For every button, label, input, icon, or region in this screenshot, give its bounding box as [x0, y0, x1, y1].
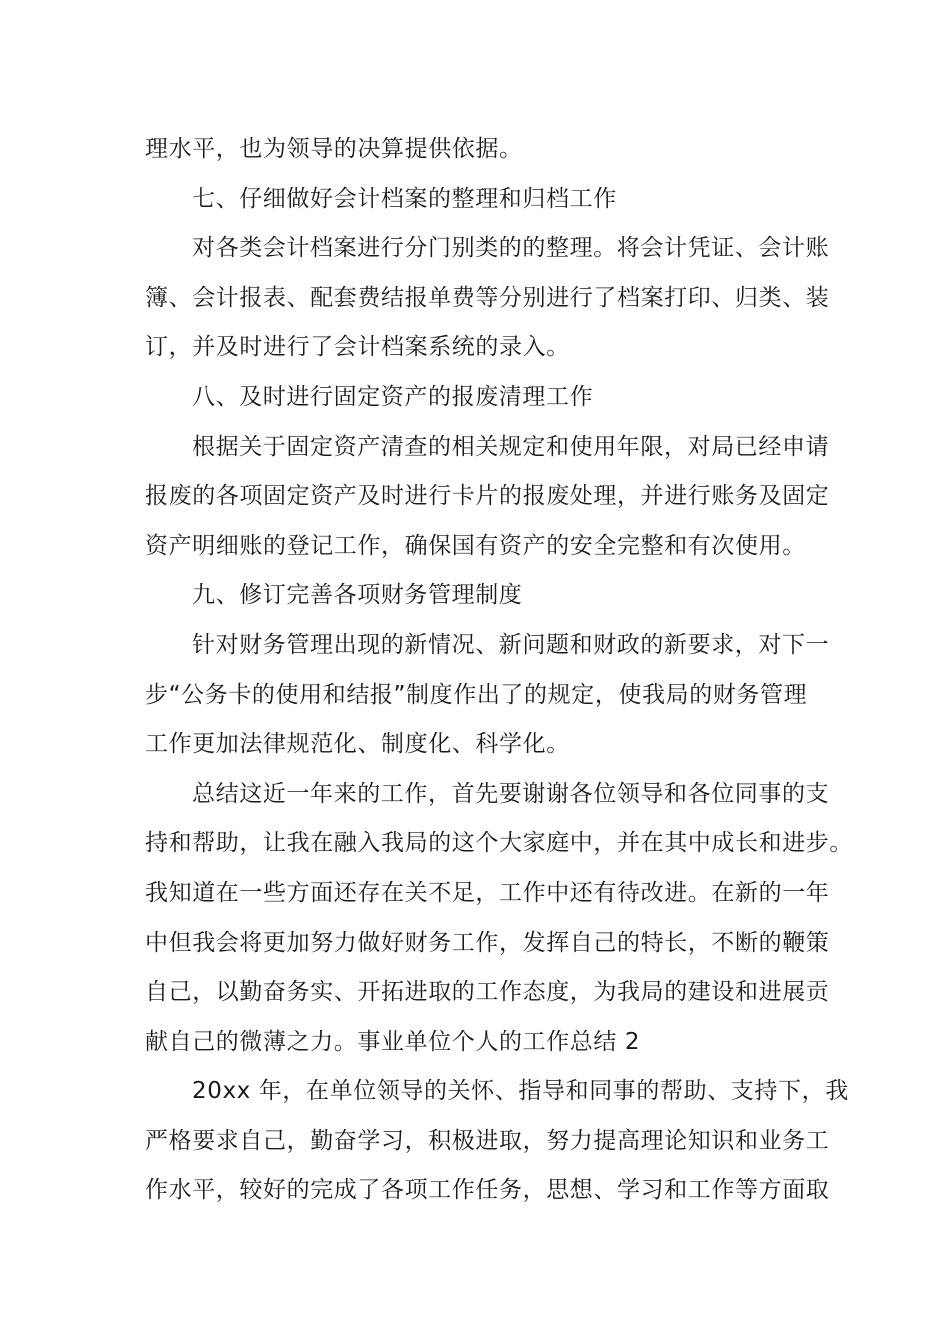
text-line: 献自己的微薄之力。事业单位个人的工作总结 2 — [145, 1028, 641, 1055]
text-line: 工作更加法律规范化、制度化、科学化。 — [145, 731, 570, 758]
text-line: 中但我会将更加努力做好财务工作，发挥自己的特长，不断的鞭策 — [145, 929, 830, 956]
text-line: 根据关于固定资产清查的相关规定和使用年限，对局已经申请 — [192, 433, 830, 460]
section-heading: 七、仔细做好会计档案的整理和归档工作 — [192, 185, 617, 212]
text-line: 持和帮助，让我在融入我局的这个大家庭中，并在其中成长和进步。 — [145, 830, 853, 857]
text-line: 严格要求自己，勤奋学习，积极进取，努力提高理论知识和业务工 — [145, 1127, 830, 1154]
text-line: 总结这近一年来的工作，首先要谢谢各位领导和各位同事的支 — [192, 780, 830, 807]
text-line: 我知道在一些方面还存在关不足，工作中还有待改进。在新的一年 — [145, 879, 830, 906]
section-heading: 九、修订完善各项财务管理制度 — [192, 582, 523, 609]
text-line: 20xx 年，在单位领导的关怀、指导和同事的帮助、支持下，我 — [192, 1078, 849, 1105]
text-line: 针对财务管理出现的新情况、新问题和财政的新要求，对下一 — [192, 631, 830, 658]
text-line: 订，并及时进行了会计档案系统的录入。 — [145, 334, 570, 361]
text-line: 报废的各项固定资产及时进行卡片的报废处理，并进行账务及固定 — [145, 483, 830, 510]
text-line: 步“公务卡的使用和结报”制度作出了的规定，使我局的财务管理 — [145, 681, 808, 708]
text-line: 理水平，也为领导的决算提供依据。 — [145, 136, 523, 162]
text-line: 资产明细账的登记工作，确保国有资产的安全完整和有次使用。 — [145, 532, 806, 559]
text-line: 对各类会计档案进行分门别类的的整理。将会计凭证、会计账 — [192, 235, 830, 262]
text-line: 簿、会计报表、配套费结报单费等分别进行了档案打印、归类、装 — [145, 284, 830, 311]
text-line: 作水平，较好的完成了各项工作任务，思想、学习和工作等方面取 — [145, 1177, 830, 1204]
document-body — [145, 125, 853, 1216]
text-line: 自己，以勤奋务实、开拓进取的工作态度，为我局的建设和进展贡 — [145, 979, 830, 1006]
section-heading: 八、及时进行固定资产的报废清理工作 — [192, 383, 594, 410]
